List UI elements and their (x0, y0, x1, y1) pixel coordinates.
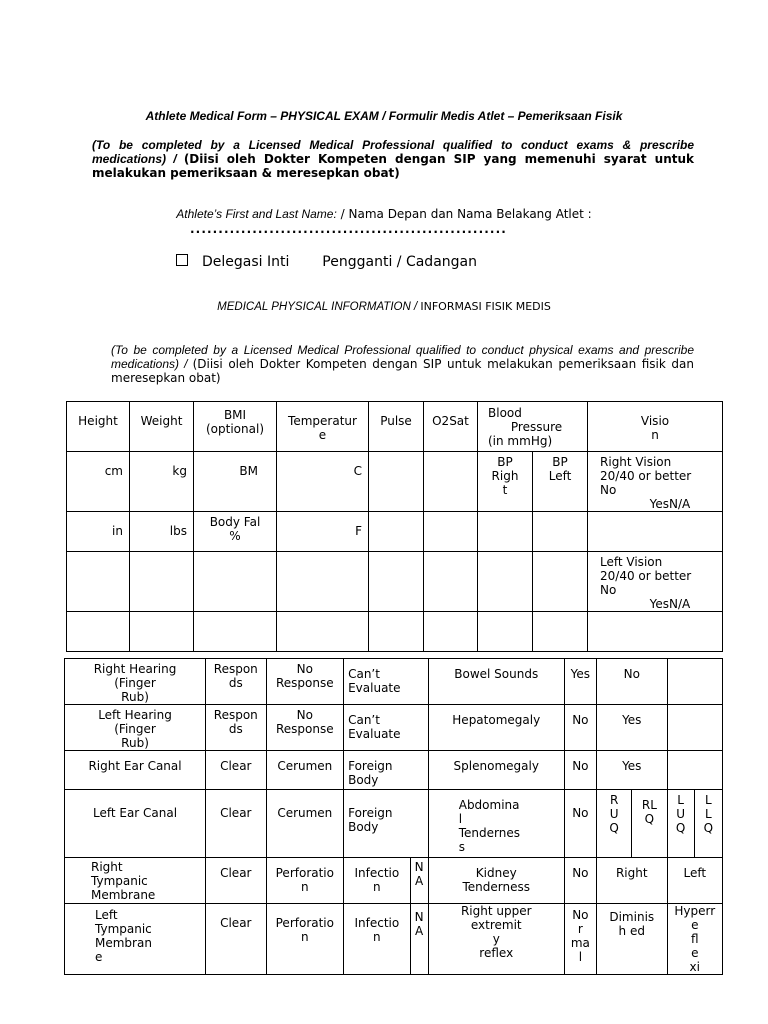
abdominal-llq[interactable]: L L Q (694, 790, 722, 858)
left-hearing-cant-evaluate[interactable]: Can’t Evaluate (344, 705, 429, 751)
empty-cell[interactable] (277, 612, 369, 652)
empty-cell[interactable] (667, 705, 722, 751)
bowel-sounds-no[interactable]: No (596, 659, 667, 705)
left-tympanic-na[interactable]: N A (410, 904, 428, 975)
temperature-f-cell[interactable]: F (277, 512, 369, 552)
kidney-tenderness-left[interactable]: Left (667, 858, 722, 904)
form-title: Athlete Medical Form – PHYSICAL EXAM / Formulir Medis Atlet – Pemeriksaan Fisik (145, 109, 623, 123)
weight-kg-cell[interactable]: kg (130, 452, 194, 512)
splenomegaly-label: Splenomegaly (428, 751, 564, 790)
bmi-cell[interactable]: BM (194, 452, 277, 512)
body-fat-cell[interactable]: Body Fal % (194, 512, 277, 552)
empty-cell[interactable] (533, 612, 588, 652)
table-row (65, 751, 723, 790)
table-row (65, 904, 723, 975)
ue-reflex-hyperreflexia[interactable]: Hyperr e fl e xi (667, 904, 722, 975)
abdominal-ruq[interactable]: R U Q (596, 790, 631, 858)
bp-right-cell[interactable]: BP Righ t (478, 452, 533, 512)
empty-cell[interactable] (369, 612, 424, 652)
temperature-header: Temperatur e (277, 402, 369, 452)
athlete-name-field[interactable]: ........................................................ (190, 222, 507, 236)
left-vision-cell[interactable]: Left Vision 20/40 or better No YesN/A (588, 552, 723, 612)
abdominal-rlq[interactable]: RL Q (632, 790, 667, 858)
instructions-id: (Diisi oleh Dokter Kompeten dengan SIP untuk melakukan pemeriksaan fisik dan meresepkan obat) (111, 357, 695, 385)
pulse-cell[interactable] (369, 452, 424, 512)
left-ear-canal-label: Left Ear Canal (65, 790, 206, 858)
right-hearing-no-response[interactable]: No Response (266, 659, 344, 705)
empty-cell[interactable] (67, 552, 130, 612)
table-row (65, 858, 723, 904)
right-hearing-label: Right Hearing (Finger Rub) (65, 659, 206, 705)
ue-reflex-normal[interactable]: No r ma l (564, 904, 596, 975)
empty-cell[interactable] (130, 612, 194, 652)
right-hearing-responds[interactable]: Respon ds (206, 659, 266, 705)
left-ear-canal-foreign-body[interactable]: Foreign Body (344, 790, 429, 858)
hepatomegaly-yes[interactable]: Yes (596, 705, 667, 751)
ue-reflex-diminished[interactable]: Diminis h ed (596, 904, 667, 975)
athlete-name-label-id: Nama Depan dan Nama Belakang Atlet : (348, 207, 592, 221)
bp-left-cell[interactable]: BP Left (533, 452, 588, 512)
hepatomegaly-label: Hepatomegaly (428, 705, 564, 751)
empty-cell[interactable] (424, 612, 478, 652)
athlete-name-label (0, 207, 768, 221)
right-tympanic-clear[interactable]: Clear (206, 858, 266, 904)
pengganti-label: Pengganti / Cadangan (322, 254, 477, 270)
left-tympanic-label: Left Tympanic Membran e (65, 904, 206, 975)
right-hearing-cant-evaluate[interactable]: Can’t Evaluate (344, 659, 429, 705)
empty-cell[interactable] (369, 512, 424, 552)
empty-cell[interactable] (194, 552, 277, 612)
abdominal-tenderness-label: Abdomina l Tendernes s (428, 790, 564, 858)
table-row (65, 659, 723, 705)
kidney-tenderness-right[interactable]: Right (596, 858, 667, 904)
empty-cell[interactable] (588, 512, 723, 552)
abdominal-tenderness-no[interactable]: No (564, 790, 596, 858)
right-ear-canal-cerumen[interactable]: Cerumen (266, 751, 344, 790)
section-instructions (111, 343, 694, 385)
section-title-id: INFORMASI FISIK MEDIS (420, 300, 551, 313)
height-cm-cell[interactable]: cm (67, 452, 130, 512)
empty-cell[interactable] (194, 612, 277, 652)
splenomegaly-no[interactable]: No (564, 751, 596, 790)
abdominal-luq[interactable]: L U Q (667, 790, 694, 858)
intro-paragraph (92, 138, 694, 180)
empty-cell[interactable] (369, 552, 424, 612)
empty-cell[interactable] (424, 512, 478, 552)
weight-header: Weight (130, 402, 194, 452)
left-tympanic-perforation[interactable]: Perforatio n (266, 904, 344, 975)
empty-cell[interactable] (277, 552, 369, 612)
vision-header: Visio n (588, 402, 723, 452)
left-tympanic-clear[interactable]: Clear (206, 904, 266, 975)
athlete-name-label-en: Athlete’s First and Last Name: (176, 207, 337, 221)
table-row (65, 705, 723, 751)
kidney-tenderness-no[interactable]: No (564, 858, 596, 904)
table-row (65, 790, 723, 858)
left-ear-canal-clear[interactable]: Clear (206, 790, 266, 858)
empty-cell[interactable] (478, 552, 533, 612)
right-tympanic-perforation[interactable]: Perforatio n (266, 858, 344, 904)
instructions-en: (To be completed by a Licensed Medical Professional qualified to conduct physical exams and prescribe medications) / (111, 343, 694, 371)
empty-cell[interactable] (588, 612, 723, 652)
delegasi-inti-label: Delegasi Inti (202, 254, 290, 270)
right-tympanic-na[interactable]: N A (410, 858, 428, 904)
bowel-sounds-label: Bowel Sounds (428, 659, 564, 705)
height-header: Height (67, 402, 130, 452)
left-ear-canal-cerumen[interactable]: Cerumen (266, 790, 344, 858)
delegasi-inti-checkbox[interactable] (176, 254, 188, 266)
right-tympanic-infection[interactable]: Infectio n (344, 858, 411, 904)
right-ear-canal-label: Right Ear Canal (65, 751, 206, 790)
right-tympanic-label: Right Tympanic Membrane (65, 858, 206, 904)
right-ear-canal-foreign-body[interactable]: Foreign Body (344, 751, 429, 790)
empty-cell[interactable] (130, 552, 194, 612)
weight-lbs-cell[interactable]: lbs (130, 512, 194, 552)
empty-cell[interactable] (424, 552, 478, 612)
empty-cell[interactable] (478, 612, 533, 652)
kidney-tenderness-label: Kidney Tenderness (428, 858, 564, 904)
exam-table (64, 658, 723, 975)
empty-cell[interactable] (667, 659, 722, 705)
empty-cell[interactable] (67, 612, 130, 652)
right-vision-cell[interactable]: Right Vision 20/40 or better No YesN/A (588, 452, 723, 512)
left-hearing-responds[interactable]: Respon ds (206, 705, 266, 751)
splenomegaly-yes[interactable]: Yes (596, 751, 667, 790)
left-tympanic-infection[interactable]: Infectio n (344, 904, 411, 975)
hepatomegaly-no[interactable]: No (564, 705, 596, 751)
empty-cell[interactable] (667, 751, 722, 790)
section-title-en: MEDICAL PHYSICAL INFORMATION / (217, 301, 421, 313)
intro-id: (Diisi oleh Dokter Kompeten dengan SIP yang memenuhi syarat untuk melakukan pemeriksaan & meresepkan obat) (92, 152, 694, 180)
bmi-header: BMI (optional) (194, 402, 277, 452)
left-hearing-label: Left Hearing (Finger Rub) (65, 705, 206, 751)
athlete-name-sep: / (336, 207, 349, 221)
empty-cell[interactable] (533, 512, 588, 552)
o2sat-header: O2Sat (424, 402, 478, 452)
ue-reflex-label: Right upper extremit y reflex (428, 904, 564, 975)
right-ear-canal-clear[interactable]: Clear (206, 751, 266, 790)
blood-pressure-header: Blood Pressure (in mmHg) (478, 402, 588, 452)
left-hearing-no-response[interactable]: No Response (266, 705, 344, 751)
vitals-table (66, 401, 723, 652)
pulse-header: Pulse (369, 402, 424, 452)
empty-cell[interactable] (533, 552, 588, 612)
empty-cell[interactable] (478, 512, 533, 552)
height-in-cell[interactable]: in (67, 512, 130, 552)
intro-en: (To be completed by a Licensed Medical Professional qualified to conduct exams & prescribe medications) / (92, 138, 694, 166)
o2sat-cell[interactable] (424, 452, 478, 512)
delegation-options (176, 254, 477, 270)
section-title (0, 299, 768, 313)
temperature-c-cell[interactable]: C (277, 452, 369, 512)
bowel-sounds-yes[interactable]: Yes (564, 659, 596, 705)
